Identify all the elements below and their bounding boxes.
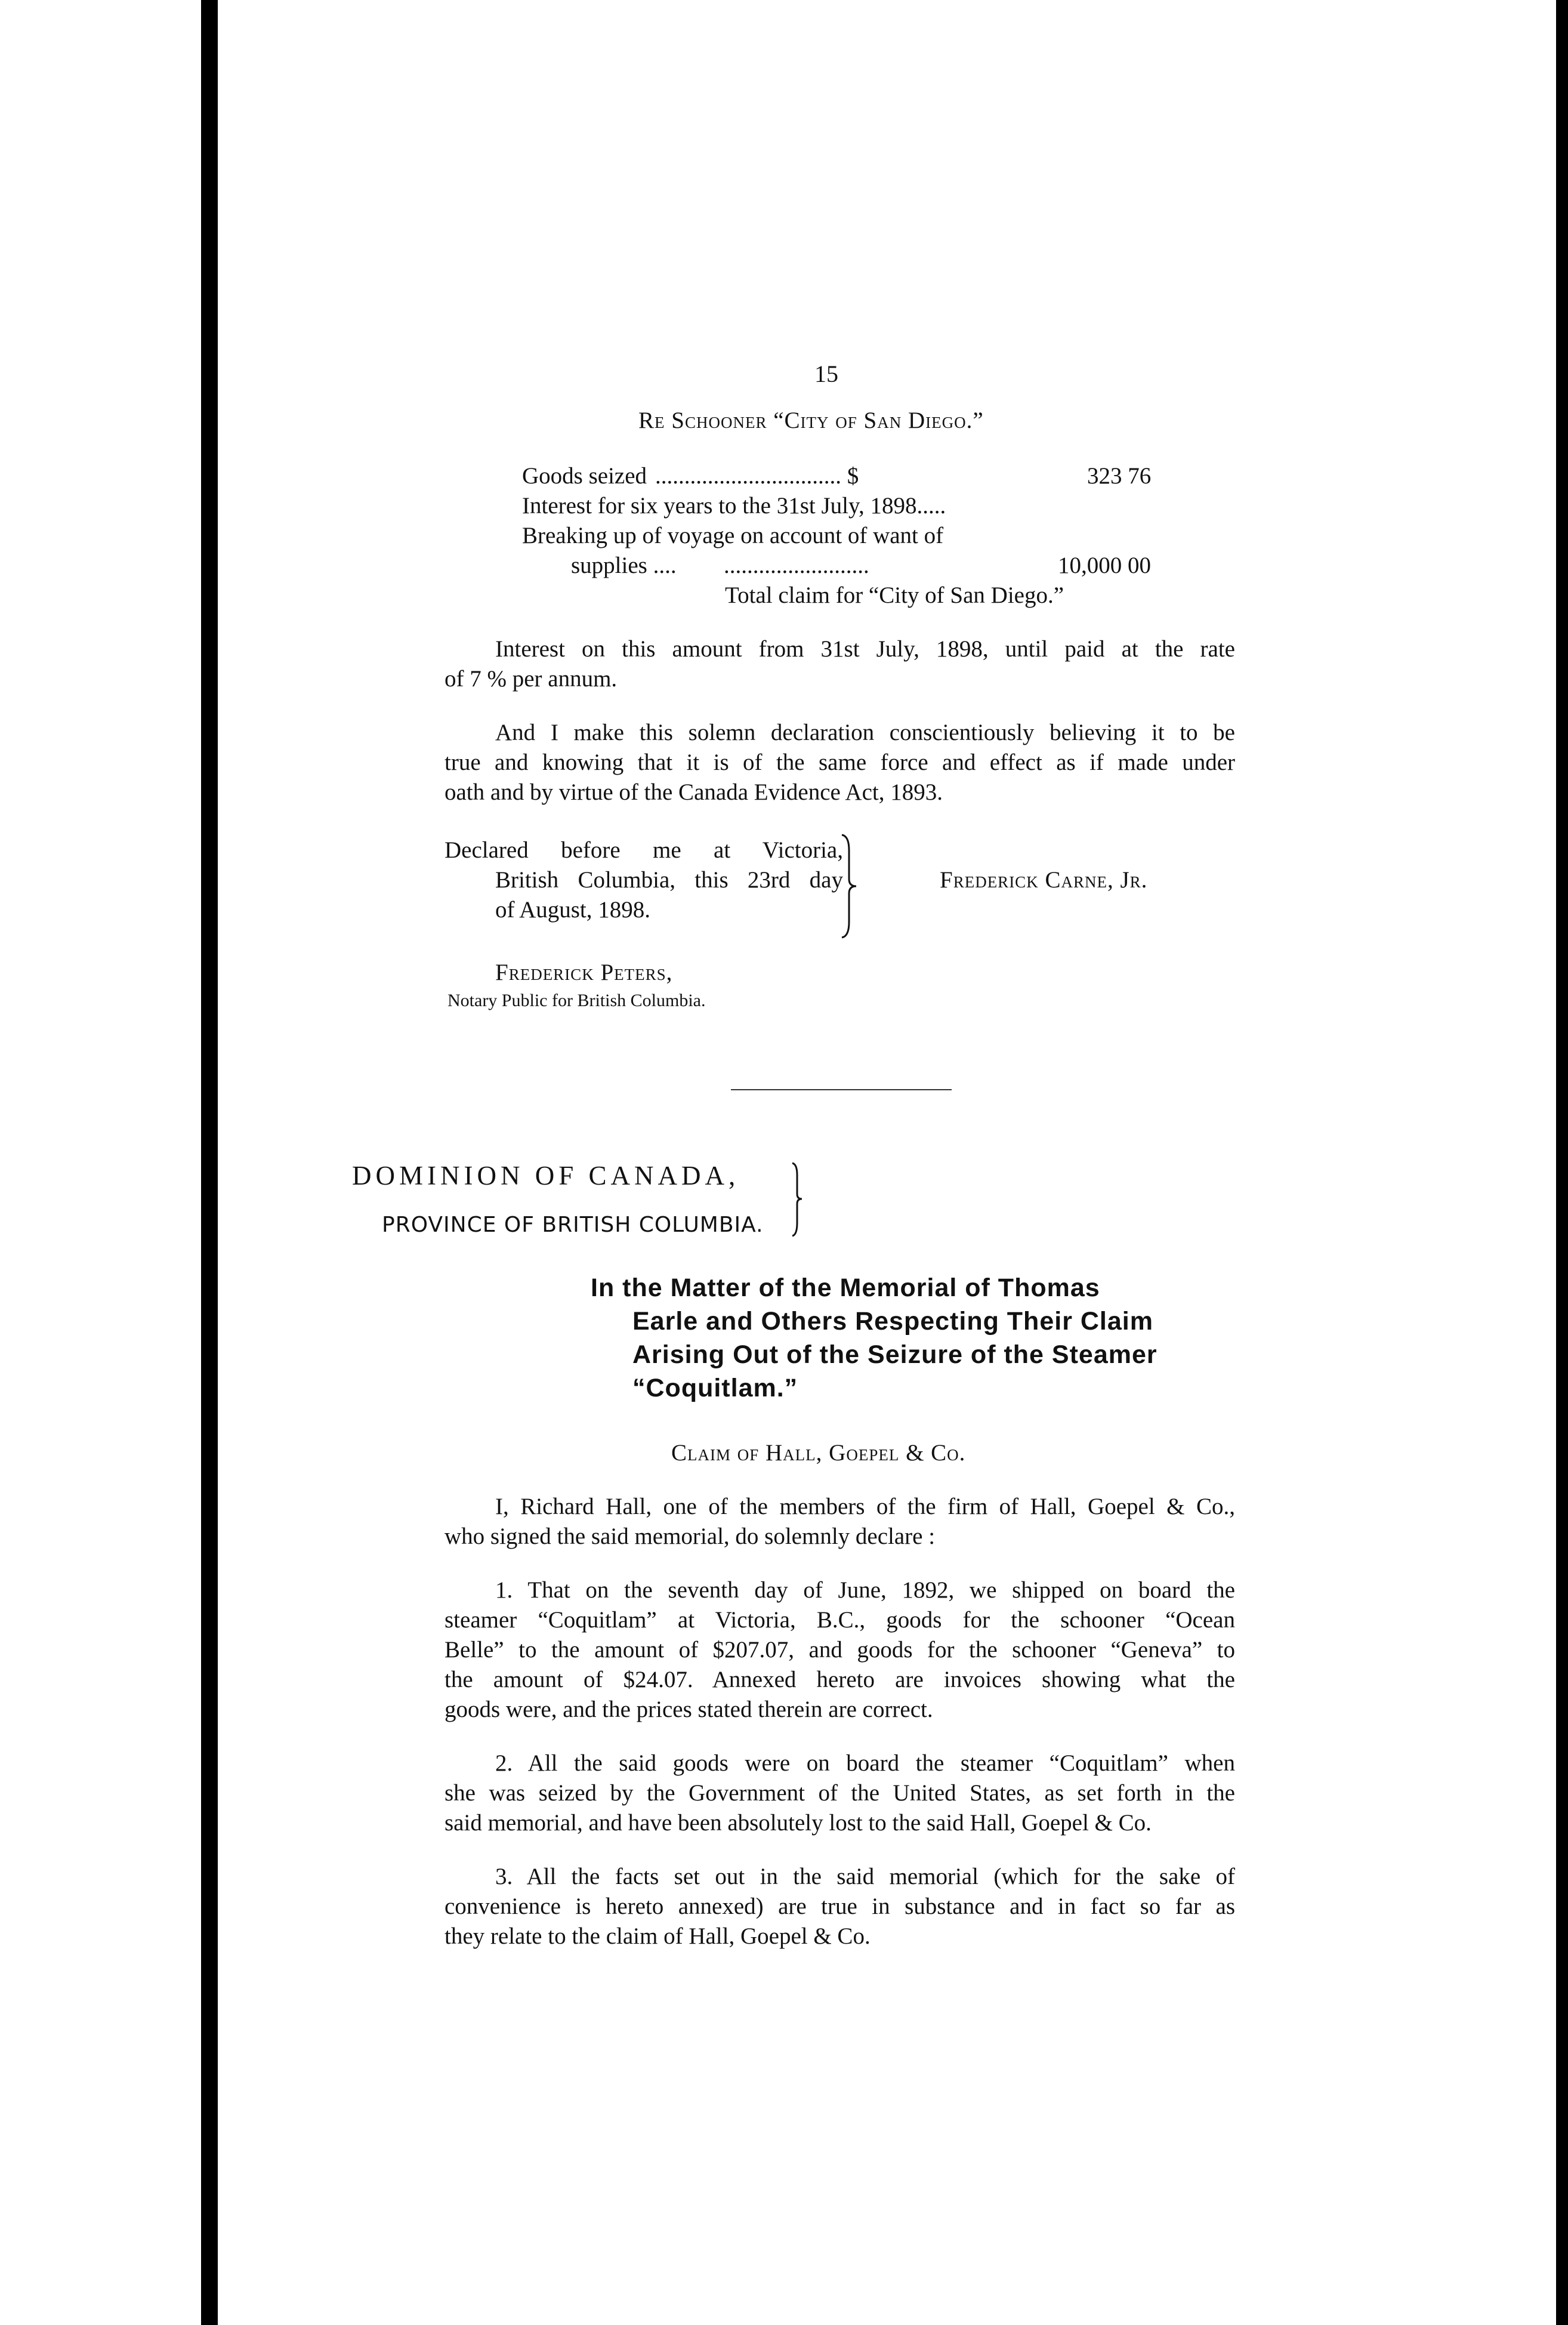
para1-line: 1. That on the seventh day of June, 1892, we shipped on board the [495, 1577, 1235, 1603]
intro-line: who signed the said memorial, do solemnly declare : [445, 1524, 936, 1549]
para3-line: 3. All the facts set out in the said memorial (which for the sake of [495, 1864, 1235, 1889]
claim-item-leader: ......................... [724, 553, 869, 578]
signatory-name: Frederick Carne, Jr. [940, 867, 1148, 893]
declaration-line: oath and by virtue of the Canada Evidence Act, 1893. [445, 779, 943, 805]
declaration-line: And I make this solemn declaration conscientiously believing it to be [495, 720, 1235, 745]
claim-item-label: Breaking up of voyage on account of want of [522, 523, 944, 548]
para1-line: Belle” to the amount of $207.07, and goods for the schooner “Geneva” to [445, 1637, 1235, 1663]
claim-item-amount: 323 76 [1087, 463, 1152, 489]
para1-line: the amount of $24.07. Annexed hereto are invoices showing what the [445, 1667, 1235, 1692]
section-divider [731, 1089, 952, 1090]
intro-line: I, Richard Hall, one of the members of the firm of Hall, Goepel & Co., [495, 1494, 1235, 1519]
interest-line: of 7 % per annum. [445, 666, 618, 692]
claim-title: Claim of Hall, Goepel & Co. [671, 1440, 966, 1466]
claim-item-label: Interest for six years to the 31st July, 1898..... [522, 493, 946, 519]
declaration-brace [838, 832, 862, 940]
scan-edge-right [1556, 0, 1568, 2325]
para3-line: convenience is hereto annexed) are true in substance and in fact so far as [445, 1894, 1235, 1919]
page-number: 15 [814, 360, 838, 387]
claim-item-amount: 10,000 00 [1058, 553, 1151, 578]
matter-heading-line: In the Matter of the Memorial of Thomas [591, 1273, 1100, 1302]
dominion-heading: DOMINION OF CANADA, [352, 1161, 740, 1191]
notary-name: Frederick Peters, [495, 960, 673, 985]
declared-before-line: British Columbia, this 23rd day [495, 867, 843, 893]
matter-heading-line: “Coquitlam.” [632, 1374, 798, 1402]
declaration-line: true and knowing that it is of the same force and effect as if made under [445, 750, 1235, 775]
para2-line: she was seized by the Government of the United States, as set forth in the [445, 1780, 1235, 1806]
declared-before-line: of August, 1898. [495, 897, 651, 923]
claim-item-label: supplies .... [571, 553, 677, 578]
para2-line: 2. All the said goods were on board the steamer “Coquitlam” when [495, 1750, 1235, 1776]
para3-line: they relate to the claim of Hall, Goepel & Co. [445, 1923, 871, 1949]
binding-edge [201, 0, 218, 2325]
section-title-san-diego: Re Schooner “City of San Diego.” [638, 408, 984, 433]
claim-total-label: Total claim for “City of San Diego.” [725, 582, 1064, 608]
claim-item-label: Goods seized [522, 463, 647, 489]
matter-heading-line: Arising Out of the Seizure of the Steamer [632, 1340, 1158, 1369]
claim-item-leader: ................................ $ [655, 463, 859, 489]
interest-line: Interest on this amount from 31st July, 1898, until paid at the rate [495, 636, 1235, 662]
page-margin-left [0, 0, 197, 2325]
notary-title: Notary Public for British Columbia. [447, 991, 706, 1010]
jurisdiction-brace [788, 1161, 805, 1238]
declared-before-line: Declared before me at Victoria, [445, 837, 843, 863]
para1-line: steamer “Coquitlam” at Victoria, B.C., goods for the schooner “Ocean [445, 1607, 1235, 1633]
para1-line: goods were, and the prices stated therein are correct. [445, 1697, 933, 1722]
matter-heading-line: Earle and Others Respecting Their Claim [632, 1307, 1153, 1336]
province-heading: PROVINCE OF BRITISH COLUMBIA. [382, 1213, 764, 1237]
para2-line: said memorial, and have been absolutely lost to the said Hall, Goepel & Co. [445, 1810, 1152, 1836]
